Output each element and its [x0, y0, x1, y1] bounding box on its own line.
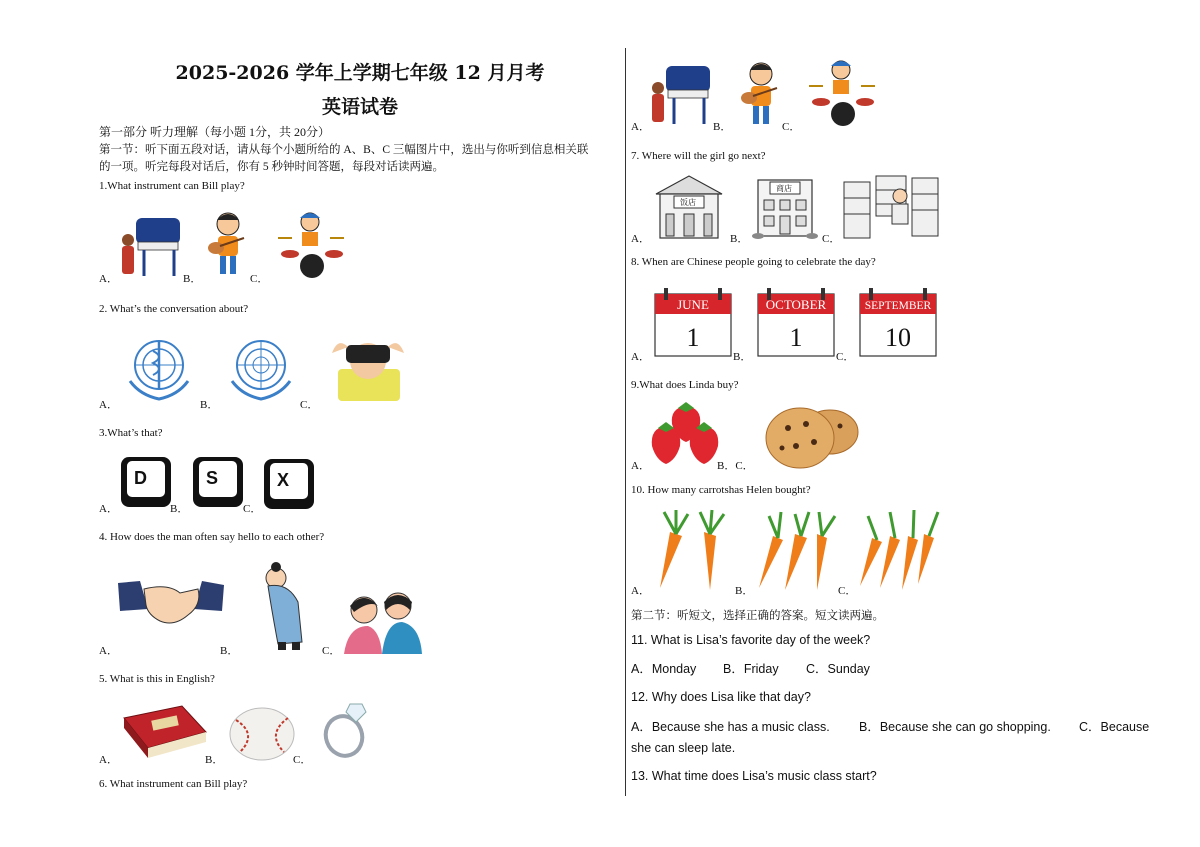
baseball-icon: [228, 706, 296, 762]
question-11: 11. What is Lisa’s favorite day of the week?: [631, 633, 871, 647]
svg-text:S: S: [206, 468, 219, 488]
question-3: 3.What’s that?: [99, 427, 163, 439]
column-divider: [625, 48, 626, 796]
three-carrots-icon: [755, 508, 841, 592]
q10-option-b-label: B．: [735, 585, 754, 597]
question-9: 9.What does Linda buy?: [631, 379, 739, 391]
piano-icon-q6: [648, 58, 718, 128]
guitar-boy-icon: [200, 210, 250, 280]
q4-option-a-label: A．: [99, 645, 118, 657]
dictionary-icon: [118, 704, 208, 760]
un-emblem-icon: [222, 333, 300, 401]
q2-option-b-label: B．: [200, 399, 219, 411]
q12-option-c-continued: she can sleep late.: [631, 741, 736, 755]
drummer-icon-q6: [803, 56, 877, 130]
guitar-boy-icon-q6: [733, 60, 783, 130]
svg-text:10: 10: [885, 323, 911, 352]
key-x-icon: [263, 458, 315, 510]
strawberries-icon: [650, 402, 722, 468]
q5-option-b-label: B．: [205, 754, 224, 766]
q12-option-a: A．Because she has a music class.: [631, 720, 830, 734]
q12-option-c: C．Because: [1079, 720, 1150, 734]
q6-option-b-label: B．: [713, 121, 732, 133]
section2-heading: 第二节：听短文，选择正确的答案。短文读两遍。: [631, 610, 884, 622]
svg-text:饭店: 饭店: [680, 198, 696, 207]
q2-option-c-label: C．: [300, 399, 319, 411]
q5-option-c-label: C．: [293, 754, 312, 766]
q3-option-b-label: B．: [170, 503, 189, 515]
q9-option-b-c-label: B．C．: [717, 460, 754, 472]
greeting-couple-icon: [340, 590, 424, 654]
library-icon: [842, 174, 940, 240]
calendar-september-icon: [859, 286, 937, 358]
q7-option-c-label: C．: [822, 233, 841, 245]
question-13: 13. What time does Lisa’s music class start?: [631, 769, 877, 783]
question-5: 5. What is this in English?: [99, 673, 215, 685]
vr-headset-icon: [328, 333, 408, 403]
q11-option-b: B．Friday: [723, 662, 779, 676]
q8-option-b-label: B．: [733, 351, 752, 363]
question-7: 7. Where will the girl go next?: [631, 150, 766, 162]
q5-option-a-label: A．: [99, 754, 118, 766]
svg-text:1: 1: [789, 323, 803, 352]
q4-option-b-label: B．: [220, 645, 239, 657]
q8-option-c-label: C．: [836, 351, 855, 363]
question-4: 4. How does the man often say hello to each other?: [99, 531, 325, 543]
q3-option-c-label: C．: [243, 503, 262, 515]
svg-text:1: 1: [686, 323, 700, 352]
q11-option-a: A．Monday: [631, 662, 697, 676]
q4-option-c-label: C．: [322, 645, 341, 657]
q10-option-a-label: A．: [631, 585, 650, 597]
q7-option-a-label: A．: [631, 233, 650, 245]
section1-instructions-line2: 的一项。听完每段对话后，你有 5 秒钟时间答题，每段对话读两遍。: [99, 161, 444, 173]
q9-option-a-label: A．: [631, 460, 650, 472]
q7-option-b-label: B．: [730, 233, 749, 245]
q1-option-a-label: A．: [99, 273, 118, 285]
svg-text:商店: 商店: [776, 184, 792, 193]
svg-text:D: D: [134, 468, 147, 488]
piano-icon: [118, 210, 188, 280]
key-d-icon: [120, 456, 172, 508]
four-carrots-icon: [858, 506, 942, 592]
shop-building-icon: [752, 176, 818, 240]
exam-title: 2025-2026 学年上学期七年级 12 月月考: [175, 62, 545, 84]
q3-option-a-label: A．: [99, 503, 118, 515]
question-10: 10. How many carrotshas Helen bought?: [631, 484, 811, 496]
svg-text:X: X: [277, 470, 290, 490]
q1-option-b-label: B．: [183, 273, 202, 285]
calendar-june-icon: [654, 286, 732, 358]
bowing-person-icon: [258, 562, 314, 652]
who-emblem-icon: [120, 333, 198, 401]
q2-option-a-label: A．: [99, 399, 118, 411]
drummer-icon: [272, 208, 346, 282]
question-6: 6. What instrument can Bill play?: [99, 778, 248, 790]
cookies-icon: [762, 402, 862, 470]
question-1: 1.What instrument can Bill play?: [99, 180, 245, 192]
part1-heading: 第一部分 听力理解（每小题 1分，共 20分）: [99, 125, 331, 139]
two-carrots-icon: [650, 508, 736, 592]
q6-option-a-label: A．: [631, 121, 650, 133]
calendar-october-icon: [757, 286, 835, 358]
restaurant-building-icon: [652, 174, 726, 240]
q8-option-a-label: A．: [631, 351, 650, 363]
question-12: 12. Why does Lisa like that day?: [631, 690, 811, 704]
question-8: 8. When are Chinese people going to celebrate the day?: [631, 256, 876, 268]
q6-option-c-label: C．: [782, 121, 801, 133]
section1-instructions-line1: 第一节：听下面五段对话，请从每个小题所给的 A、B、C 三幅图片中，选出与你听到信息相关联: [99, 144, 589, 156]
svg-text:JUNE: JUNE: [677, 297, 709, 312]
q1-option-c-label: C．: [250, 273, 269, 285]
q10-option-c-label: C．: [838, 585, 857, 597]
question-2: 2. What’s the conversation about?: [99, 303, 249, 315]
q11-option-c: C．Sunday: [806, 662, 870, 676]
svg-text:SEPTEMBER: SEPTEMBER: [864, 300, 932, 312]
q12-option-b: B．Because she can go shopping.: [859, 720, 1051, 734]
handshake-icon: [118, 575, 224, 635]
ring-icon: [318, 700, 374, 758]
exam-subtitle: 英语试卷: [321, 96, 398, 118]
svg-text:OCTOBER: OCTOBER: [765, 297, 827, 312]
key-s-icon: [192, 456, 244, 508]
